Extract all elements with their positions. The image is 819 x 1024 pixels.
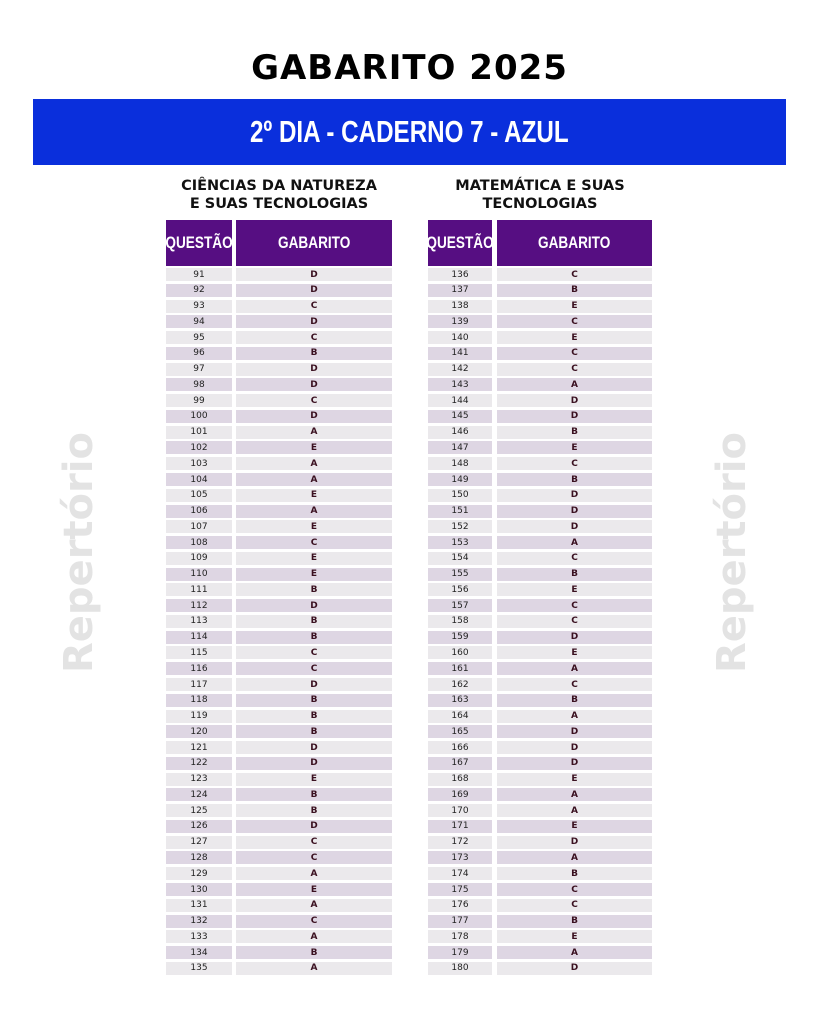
question-number: 146 — [428, 426, 492, 439]
answer-letter: D — [236, 363, 392, 376]
answer-letter: E — [236, 568, 392, 581]
question-number: 144 — [428, 394, 492, 407]
answer-letter: E — [497, 773, 652, 786]
answer-letter: E — [236, 489, 392, 502]
question-number: 100 — [166, 410, 232, 423]
answer-letter: D — [497, 631, 652, 644]
question-number: 154 — [428, 552, 492, 565]
question-number: 125 — [166, 804, 232, 817]
answer-letter: E — [497, 646, 652, 659]
answer-letter: C — [236, 662, 392, 675]
column-header-question — [166, 220, 232, 266]
question-number: 171 — [428, 820, 492, 833]
question-number: 102 — [166, 441, 232, 454]
question-number: 91 — [166, 268, 232, 281]
answer-letter: C — [497, 899, 652, 912]
answer-letter: E — [236, 520, 392, 533]
question-number: 153 — [428, 536, 492, 549]
question-number: 149 — [428, 473, 492, 486]
section-title-line1: MATEMÁTICA E SUAS — [455, 178, 625, 194]
question-number: 148 — [428, 457, 492, 470]
question-number: 152 — [428, 520, 492, 533]
question-number: 116 — [166, 662, 232, 675]
question-number: 130 — [166, 883, 232, 896]
answer-letter: C — [497, 615, 652, 628]
question-number: 174 — [428, 867, 492, 880]
column-header-answer — [236, 220, 392, 266]
question-number: 142 — [428, 363, 492, 376]
answer-letter: A — [497, 946, 652, 959]
answer-letter: E — [497, 331, 652, 344]
answer-letter: C — [497, 457, 652, 470]
answer-letter: A — [236, 962, 392, 975]
question-number: 94 — [166, 315, 232, 328]
column-header-answer-label: GABARITO — [538, 233, 611, 252]
answer-letter: D — [497, 520, 652, 533]
question-number: 105 — [166, 489, 232, 502]
answer-letter: B — [497, 867, 652, 880]
column-header-question-label: QUESTÃO — [165, 233, 233, 252]
question-number: 97 — [166, 363, 232, 376]
question-number: 99 — [166, 394, 232, 407]
question-number: 133 — [166, 930, 232, 943]
question-number: 128 — [166, 851, 232, 864]
question-number: 180 — [428, 962, 492, 975]
question-number: 169 — [428, 788, 492, 801]
answer-letter: D — [236, 757, 392, 770]
answer-letter: C — [236, 536, 392, 549]
answer-letter: B — [497, 473, 652, 486]
question-number: 158 — [428, 615, 492, 628]
answer-letter: C — [497, 363, 652, 376]
question-number: 141 — [428, 347, 492, 360]
answer-letter: B — [236, 804, 392, 817]
question-number: 114 — [166, 631, 232, 644]
question-number: 145 — [428, 410, 492, 423]
answer-letter: E — [236, 773, 392, 786]
question-number: 109 — [166, 552, 232, 565]
question-number: 139 — [428, 315, 492, 328]
answer-letter: A — [236, 473, 392, 486]
answer-letter: B — [236, 631, 392, 644]
answer-letter: A — [497, 804, 652, 817]
answer-letter: D — [236, 315, 392, 328]
question-number: 117 — [166, 678, 232, 691]
answer-letter: D — [236, 268, 392, 281]
question-number: 179 — [428, 946, 492, 959]
answer-letter: E — [236, 441, 392, 454]
answer-letter: D — [497, 725, 652, 738]
banner-text: 2º DIA - CADERNO 7 - AZUL — [250, 114, 569, 149]
answer-letter: D — [236, 284, 392, 297]
answer-letter: E — [497, 930, 652, 943]
answer-letter: C — [236, 394, 392, 407]
answer-letter: D — [497, 394, 652, 407]
question-number: 103 — [166, 457, 232, 470]
answer-letter: C — [497, 268, 652, 281]
question-number: 120 — [166, 725, 232, 738]
question-number: 115 — [166, 646, 232, 659]
answer-letter: E — [497, 820, 652, 833]
question-number: 132 — [166, 915, 232, 928]
question-number: 178 — [428, 930, 492, 943]
answer-letter: C — [236, 851, 392, 864]
question-number: 111 — [166, 583, 232, 596]
answer-letter: C — [497, 678, 652, 691]
question-number: 150 — [428, 489, 492, 502]
answer-letter: E — [497, 583, 652, 596]
question-number: 122 — [166, 757, 232, 770]
column-header-question-label: QUESTÃO — [426, 233, 494, 252]
question-number: 156 — [428, 583, 492, 596]
answer-letter: D — [236, 678, 392, 691]
question-number: 164 — [428, 710, 492, 723]
question-number: 118 — [166, 694, 232, 707]
answer-letter: D — [236, 410, 392, 423]
answer-letter: B — [236, 347, 392, 360]
answer-letter: D — [497, 962, 652, 975]
question-number: 161 — [428, 662, 492, 675]
question-number: 98 — [166, 378, 232, 391]
question-number: 134 — [166, 946, 232, 959]
answer-letter: B — [236, 694, 392, 707]
answer-letter: A — [497, 536, 652, 549]
question-number: 160 — [428, 646, 492, 659]
answer-letter: A — [236, 867, 392, 880]
question-number: 108 — [166, 536, 232, 549]
question-number: 168 — [428, 773, 492, 786]
question-number: 176 — [428, 899, 492, 912]
question-number: 163 — [428, 694, 492, 707]
question-number: 172 — [428, 836, 492, 849]
question-number: 121 — [166, 741, 232, 754]
question-number: 140 — [428, 331, 492, 344]
question-number: 126 — [166, 820, 232, 833]
answer-letter: C — [497, 347, 652, 360]
question-number: 96 — [166, 347, 232, 360]
question-number: 129 — [166, 867, 232, 880]
answer-letter: A — [497, 378, 652, 391]
question-number: 113 — [166, 615, 232, 628]
watermark-right: Repertório — [709, 432, 755, 673]
answer-letter: C — [236, 915, 392, 928]
question-number: 138 — [428, 300, 492, 313]
answer-letter: C — [236, 331, 392, 344]
section-title-matematica — [428, 177, 652, 213]
section-title-line1: CIÊNCIAS DA NATUREZA — [181, 178, 377, 194]
question-number: 177 — [428, 915, 492, 928]
question-number: 106 — [166, 505, 232, 518]
column-header-question — [428, 220, 492, 266]
watermark-left: Repertório — [56, 432, 102, 673]
question-number: 123 — [166, 773, 232, 786]
section-title-line2: E SUAS TECNOLOGIAS — [189, 196, 369, 212]
question-number: 155 — [428, 568, 492, 581]
answer-letter: A — [497, 851, 652, 864]
question-number: 165 — [428, 725, 492, 738]
question-number: 170 — [428, 804, 492, 817]
answer-letter: C — [497, 883, 652, 896]
answer-letter: B — [236, 615, 392, 628]
question-number: 175 — [428, 883, 492, 896]
column-header-answer — [497, 220, 652, 266]
answer-letter: B — [236, 946, 392, 959]
question-number: 119 — [166, 710, 232, 723]
question-number: 124 — [166, 788, 232, 801]
answer-letter: E — [236, 883, 392, 896]
answer-letter: B — [497, 568, 652, 581]
question-number: 93 — [166, 300, 232, 313]
answer-letter: B — [236, 710, 392, 723]
question-number: 166 — [428, 741, 492, 754]
question-number: 131 — [166, 899, 232, 912]
answer-letter: D — [236, 820, 392, 833]
answer-letter: A — [497, 788, 652, 801]
answer-letter: D — [497, 505, 652, 518]
question-number: 127 — [166, 836, 232, 849]
answer-letter: B — [236, 725, 392, 738]
answer-letter: D — [497, 489, 652, 502]
question-number: 101 — [166, 426, 232, 439]
question-number: 104 — [166, 473, 232, 486]
answer-letter: D — [497, 757, 652, 770]
answer-letter: A — [497, 662, 652, 675]
answer-letter: D — [497, 410, 652, 423]
answer-letter: A — [236, 457, 392, 470]
question-number: 107 — [166, 520, 232, 533]
question-number: 136 — [428, 268, 492, 281]
answer-letter: A — [497, 710, 652, 723]
day-banner — [33, 99, 786, 165]
answer-letter: B — [497, 284, 652, 297]
question-number: 137 — [428, 284, 492, 297]
page-title: GABARITO 2025 — [251, 48, 568, 88]
answer-letter: B — [497, 694, 652, 707]
column-header-answer-label: GABARITO — [277, 233, 351, 252]
answer-letter: E — [497, 441, 652, 454]
answer-letter: C — [236, 836, 392, 849]
answer-letter: D — [236, 599, 392, 612]
answer-letter: E — [497, 300, 652, 313]
answer-letter: B — [236, 583, 392, 596]
question-number: 159 — [428, 631, 492, 644]
answer-letter: A — [236, 505, 392, 518]
question-number: 173 — [428, 851, 492, 864]
answer-letter: D — [497, 836, 652, 849]
question-number: 147 — [428, 441, 492, 454]
question-number: 135 — [166, 962, 232, 975]
answer-letter: C — [497, 599, 652, 612]
question-number: 110 — [166, 568, 232, 581]
answer-letter: B — [497, 915, 652, 928]
answer-letter: A — [236, 930, 392, 943]
section-title-line2: TECNOLOGIAS — [482, 196, 598, 212]
answer-letter: D — [236, 741, 392, 754]
answer-letter: B — [236, 788, 392, 801]
question-number: 167 — [428, 757, 492, 770]
question-number: 143 — [428, 378, 492, 391]
answer-letter: D — [236, 378, 392, 391]
answer-letter: C — [497, 315, 652, 328]
answer-letter: D — [497, 741, 652, 754]
answer-letter: C — [497, 552, 652, 565]
answer-letter: E — [236, 552, 392, 565]
question-number: 157 — [428, 599, 492, 612]
question-number: 151 — [428, 505, 492, 518]
answer-letter: C — [236, 300, 392, 313]
question-number: 92 — [166, 284, 232, 297]
answer-letter: B — [497, 426, 652, 439]
question-number: 112 — [166, 599, 232, 612]
answer-letter: A — [236, 426, 392, 439]
question-number: 162 — [428, 678, 492, 691]
answer-letter: C — [236, 646, 392, 659]
section-title-natureza — [166, 177, 392, 213]
question-number: 95 — [166, 331, 232, 344]
answer-letter: A — [236, 899, 392, 912]
